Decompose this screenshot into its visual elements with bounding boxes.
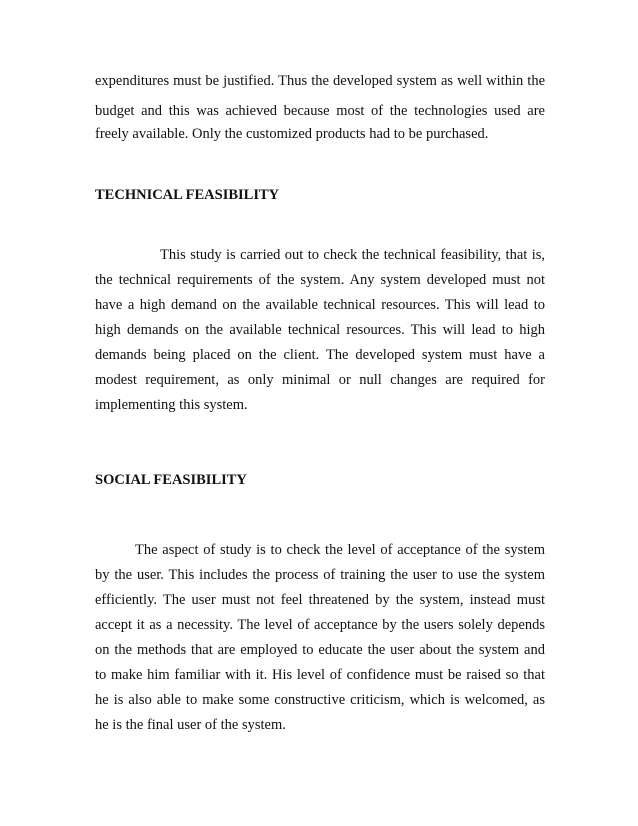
paragraph-line: the technical requirements of the system. Any system developed must not — [95, 272, 545, 288]
paragraph-line: have a high demand on the available technical resources. This will lead to — [95, 297, 545, 313]
paragraph-line: high demands on the available technical resources. This will lead to high — [95, 322, 545, 338]
paragraph-line: he is the final user of the system. — [95, 717, 286, 733]
paragraph-line: budget and this was achieved because most of the technologies used are — [95, 103, 545, 119]
paragraph-line: freely available. Only the customized products had to be purchased. — [95, 126, 489, 142]
section-heading-social: SOCIAL FEASIBILITY — [95, 472, 247, 488]
paragraph-line: demands being placed on the client. The developed system must have a — [95, 347, 545, 363]
paragraph-line: This study is carried out to check the technical feasibility, that is, — [160, 247, 545, 263]
paragraph-line: he is also able to make some constructive criticism, which is welcomed, as — [95, 692, 545, 708]
paragraph-line: by the user. This includes the process of training the user to use the system — [95, 567, 545, 583]
paragraph-line: efficiently. The user must not feel threatened by the system, instead must — [95, 592, 545, 608]
paragraph-line: to make him familiar with it. His level of confidence must be raised so that — [95, 667, 545, 683]
paragraph-line: accept it as a necessity. The level of acceptance by the users solely depends — [95, 617, 545, 633]
paragraph-line: on the methods that are employed to educate the user about the system and — [95, 642, 545, 658]
paragraph-line: implementing this system. — [95, 397, 248, 413]
paragraph-line: expenditures must be justified. Thus the developed system as well within the — [95, 73, 545, 89]
paragraph-line: The aspect of study is to check the level of acceptance of the system — [135, 542, 545, 558]
section-heading-technical: TECHNICAL FEASIBILITY — [95, 187, 280, 203]
paragraph-line: modest requirement, as only minimal or null changes are required for — [95, 372, 545, 388]
